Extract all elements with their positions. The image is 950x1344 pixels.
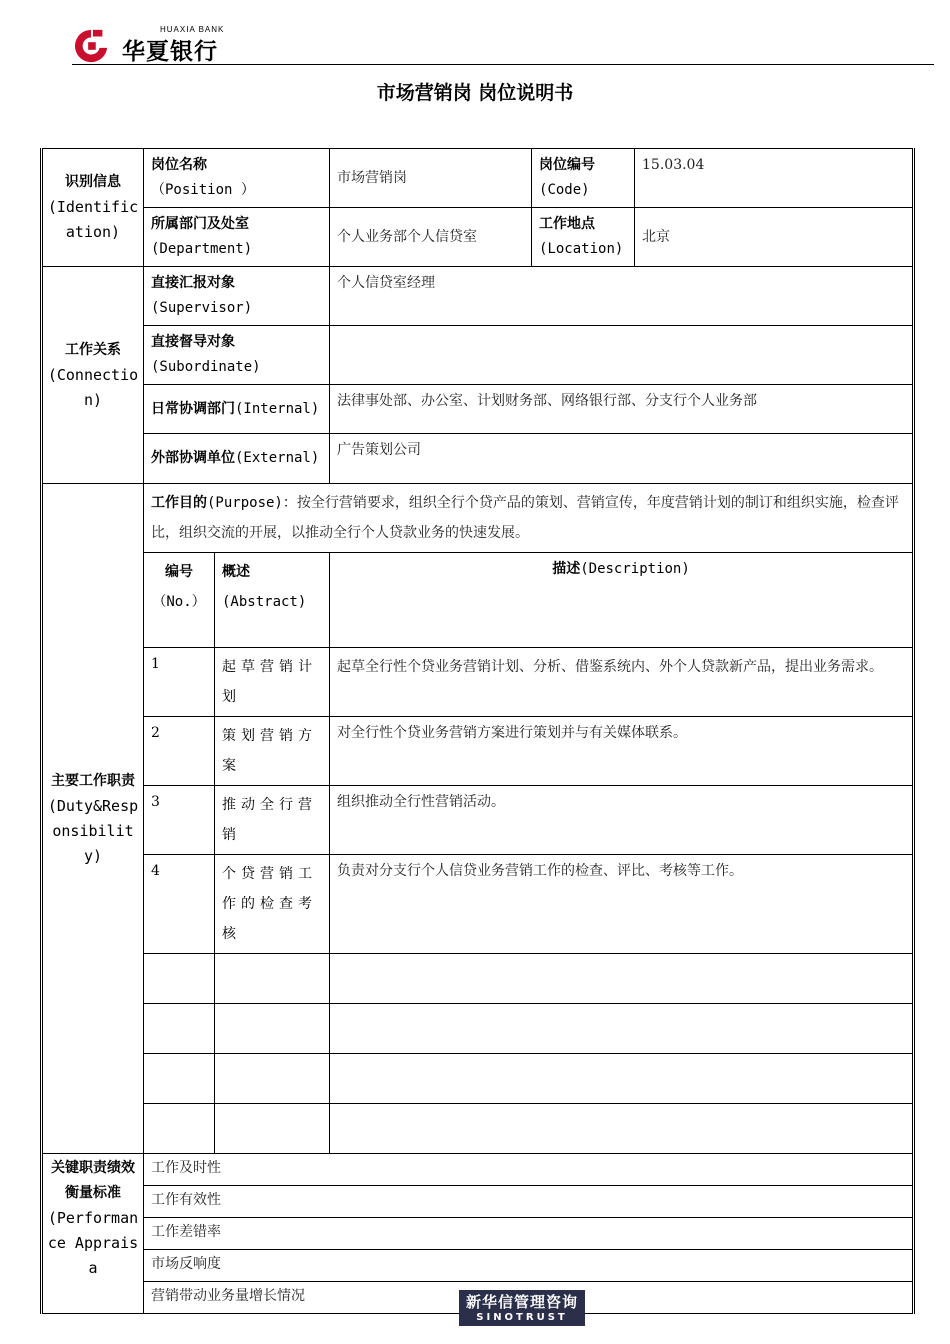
duty-item-row	[42, 648, 914, 717]
document-title: 市场营销岗 岗位说明书	[376, 82, 574, 104]
identification-row-1	[42, 149, 914, 208]
sinotrust-logo-cn: 新华信管理咨询	[465, 1293, 578, 1311]
performance-item: 市场反响度	[144, 1250, 914, 1282]
col-no-header: 编号 （No.）	[144, 553, 215, 648]
internal-value: 法律事处部、办公室、计划财务部、网络银行部、分支行个人业务部	[330, 385, 914, 434]
performance-section-label: 关键职责绩效衡量标准 (Performance Appraisa	[42, 1154, 144, 1314]
subordinate-label: 直接督导对象(Subordinate)	[144, 326, 330, 385]
external-label: 外部协调单位(External)	[144, 434, 330, 484]
connection-row-supervisor	[42, 267, 914, 326]
duty-item-no: 1	[144, 648, 215, 717]
duty-item-desc: 组织推动全行性营销活动。	[330, 786, 914, 855]
huaxia-bank-logo-icon	[72, 27, 110, 65]
performance-item: 工作差错率	[144, 1218, 914, 1250]
identification-row-2	[42, 208, 914, 267]
performance-row	[42, 1250, 914, 1282]
department-value: 个人业务部个人信贷室	[330, 208, 532, 267]
connection-row-subordinate	[42, 326, 914, 385]
duty-item-desc: 对全行性个贷业务营销方案进行策划并与有关媒体联系。	[330, 717, 914, 786]
duty-item-abstract: 策划营销方案	[215, 717, 330, 786]
duty-item-no: 3	[144, 786, 215, 855]
duty-empty-row	[42, 1104, 914, 1154]
purpose-cell: 工作目的(Purpose)：按全行营销要求，组织全行个贷产品的策划、营销宣传，年度营销计划的制订和组织实施，检查评比，组织交流的开展，以推动全行个人贷款业务的快速发展。	[144, 484, 914, 553]
brand-name-cn: 华夏银行	[122, 39, 218, 65]
position-label: 岗位名称 （Position ）	[144, 149, 330, 208]
supervisor-label: 直接汇报对象(Supervisor)	[144, 267, 330, 326]
duty-empty-row	[42, 954, 914, 1004]
duty-section-label: 主要工作职责 (Duty&Responsibility)	[42, 484, 144, 1154]
position-value: 市场营销岗	[330, 149, 532, 208]
identification-section-label: 识别信息 (Identification)	[42, 149, 144, 267]
brand-name-en: HUAXIA BANK	[160, 25, 225, 34]
subordinate-value	[330, 326, 914, 385]
location-value: 北京	[635, 208, 914, 267]
code-value: 15.03.04	[635, 149, 914, 208]
duty-item-desc: 起草全行性个贷业务营销计划、分析、借鉴系统内、外个人贷款新产品，提出业务需求。	[330, 648, 914, 717]
duty-item-row	[42, 786, 914, 855]
location-label: 工作地点 (Location)	[532, 208, 635, 267]
duty-item-desc: 负责对分支行个人信贷业务营销工作的检查、评比、考核等工作。	[330, 855, 914, 954]
duty-item-abstract: 个贷营销工作的检查考核	[215, 855, 330, 954]
performance-item: 工作有效性	[144, 1186, 914, 1218]
duty-item-no: 4	[144, 855, 215, 954]
connection-row-internal	[42, 385, 914, 434]
duty-empty-row	[42, 1004, 914, 1054]
header-divider	[72, 64, 934, 65]
duty-header-row	[42, 553, 914, 648]
duty-item-no: 2	[144, 717, 215, 786]
performance-item: 工作及时性	[144, 1154, 914, 1186]
code-label: 岗位编号 (Code)	[532, 149, 635, 208]
duty-item-row	[42, 855, 914, 954]
sinotrust-logo-en: SINOTRUST	[476, 1312, 568, 1323]
performance-item: 营销带动业务量增长情况	[144, 1282, 914, 1314]
external-value: 广告策划公司	[330, 434, 914, 484]
page-header	[0, 0, 950, 70]
department-label: 所属部门及处室 (Department)	[144, 208, 330, 267]
performance-row	[42, 1154, 914, 1186]
duty-empty-row	[42, 1054, 914, 1104]
performance-row	[42, 1186, 914, 1218]
sinotrust-logo	[459, 1290, 585, 1326]
supervisor-value: 个人信贷室经理	[330, 267, 914, 326]
duty-item-abstract: 推动全行营销	[215, 786, 330, 855]
job-description-table	[40, 148, 915, 1314]
internal-label: 日常协调部门(Internal)	[144, 385, 330, 434]
connection-row-external	[42, 434, 914, 484]
duty-item-row	[42, 717, 914, 786]
performance-row	[42, 1218, 914, 1250]
connection-section-label: 工作关系 (Connection)	[42, 267, 144, 484]
col-description-header: 描述(Description)	[330, 553, 914, 648]
duty-item-abstract: 起草营销计划	[215, 648, 330, 717]
duty-purpose-row	[42, 484, 914, 553]
col-abstract-header: 概述 (Abstract)	[215, 553, 330, 648]
